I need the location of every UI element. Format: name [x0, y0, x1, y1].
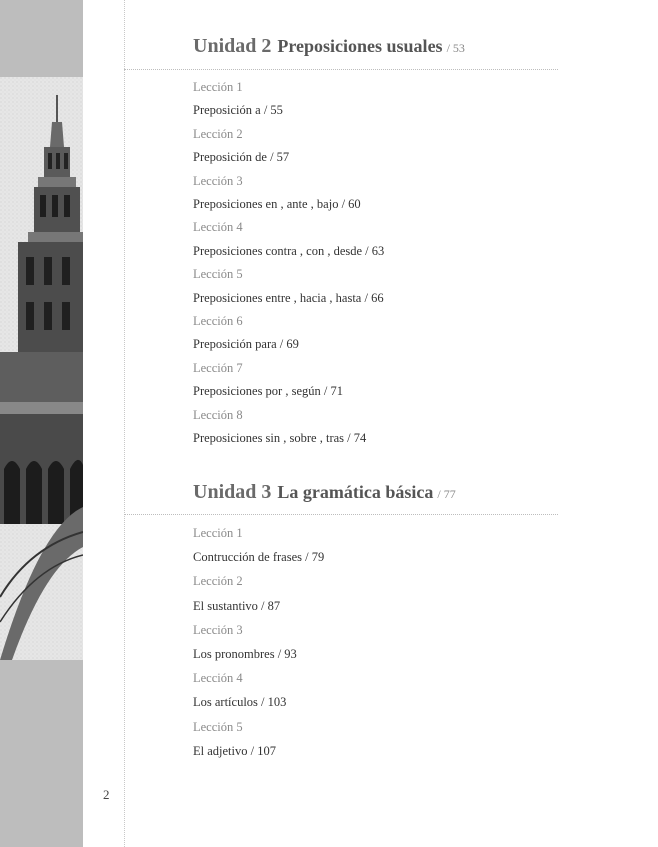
unit-title: La gramática básica	[277, 482, 434, 502]
lesson-entry[interactable]: Preposición para / 69	[193, 337, 299, 352]
unit-number: Unidad 2	[193, 35, 272, 57]
lesson-entry[interactable]: Preposiciones por , según / 71	[193, 384, 343, 399]
unit-page: / 77	[437, 487, 456, 501]
lesson-label: Lección 3	[193, 622, 243, 637]
lesson-entry[interactable]: Preposiciones contra , con , desde / 63	[193, 243, 385, 258]
lesson-label: Lección 1	[193, 80, 243, 94]
lesson-label: Lección 1	[193, 526, 243, 540]
building-illustration	[0, 77, 83, 660]
lesson-label: Lección 8	[193, 407, 243, 422]
vertical-divider	[124, 0, 125, 847]
lesson-label: Lección 2	[193, 574, 243, 589]
unit-heading	[193, 35, 465, 65]
lesson-entry[interactable]: Contrucción de frases / 79	[193, 550, 325, 565]
unit-number: Unidad 3	[193, 481, 272, 503]
lesson-label: Lección 7	[193, 360, 243, 375]
lesson-label: Lección 4	[193, 671, 243, 686]
unit-page: / 53	[446, 41, 465, 55]
lesson-label: Lección 6	[193, 314, 243, 329]
lesson-entry[interactable]: Los artículos / 103	[193, 695, 287, 710]
lesson-entry[interactable]: Preposiciones entre , hacia , hasta / 66	[193, 290, 384, 305]
lesson-list	[193, 76, 384, 451]
unit-title: Preposiciones usuales	[277, 36, 443, 56]
lesson-label: Lección 3	[193, 173, 243, 188]
lesson-entry[interactable]: Preposición de / 57	[193, 150, 290, 165]
lesson-entry[interactable]: El sustantivo / 87	[193, 598, 281, 613]
lesson-label: Lección 2	[193, 126, 243, 141]
unit-rule	[124, 514, 558, 515]
lesson-entry[interactable]: Preposiciones en , ante , bajo / 60	[193, 197, 361, 212]
lesson-list	[193, 521, 324, 763]
page-number: 2	[103, 787, 110, 802]
lesson-entry[interactable]: Preposición a / 55	[193, 103, 283, 118]
lesson-entry[interactable]: El adjetivo / 107	[193, 743, 276, 758]
unit-rule	[124, 69, 558, 70]
lesson-label: Lección 4	[193, 220, 243, 235]
lesson-label: Lección 5	[193, 267, 243, 282]
unit-heading	[193, 481, 456, 511]
lesson-label: Lección 5	[193, 719, 243, 734]
lesson-entry[interactable]: Preposiciones sin , sobre , tras / 74	[193, 431, 367, 446]
lesson-entry[interactable]: Los pronombres / 93	[193, 647, 297, 662]
